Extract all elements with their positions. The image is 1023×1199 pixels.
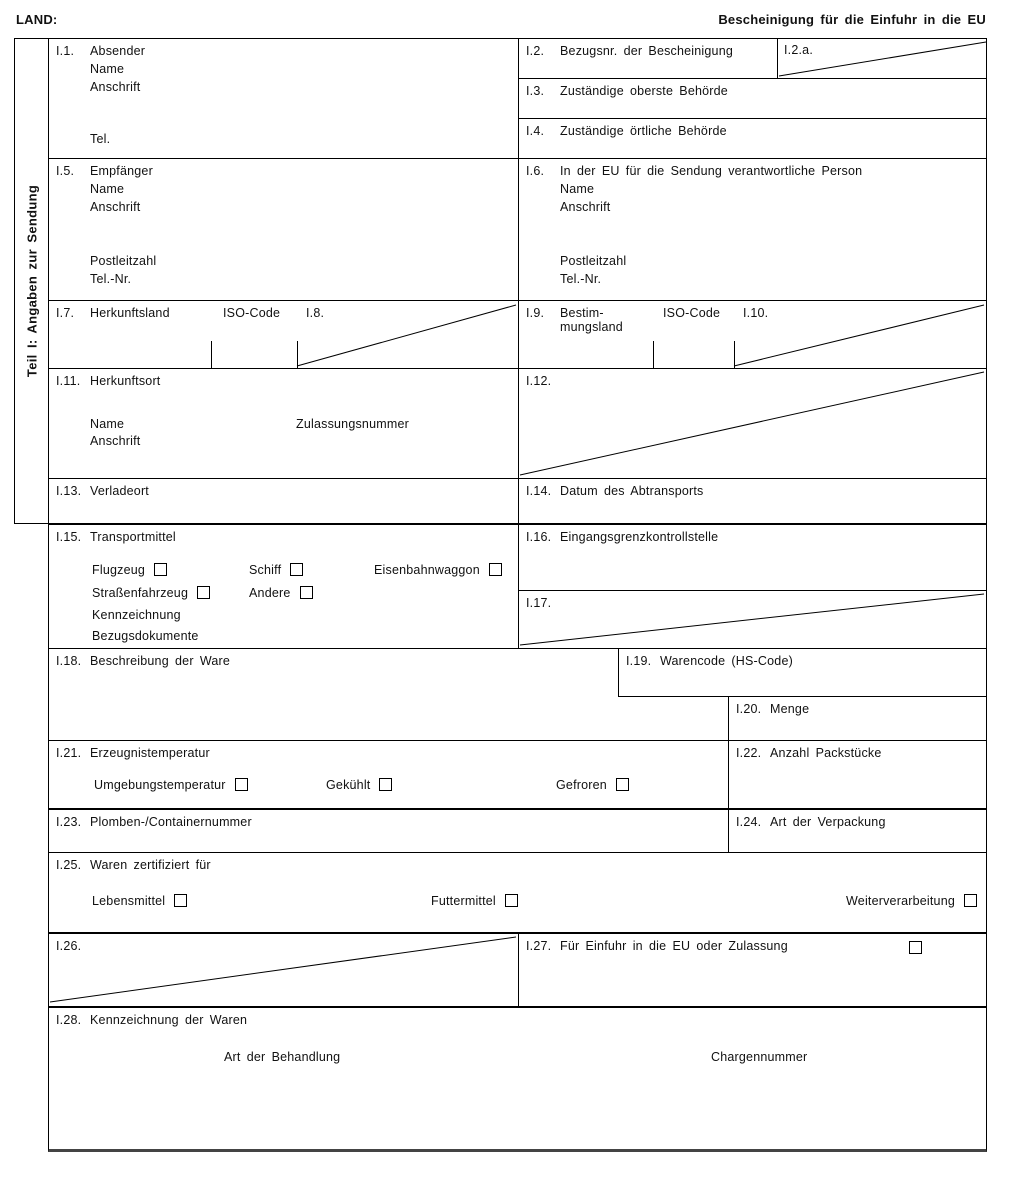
checkbox-schiff[interactable]	[290, 563, 303, 576]
field-title-line1: Bestim-	[560, 306, 604, 320]
field-label-behandlungsart: Art der Behandlung	[224, 1050, 341, 1064]
cell-i14-abtransport-datum	[518, 478, 987, 524]
option-label: Gefroren	[556, 778, 607, 792]
country-label: LAND:	[16, 12, 58, 27]
field-title-line2: mungsland	[560, 320, 623, 334]
field-number: I.11.	[56, 374, 81, 388]
checkbox-lebensmittel[interactable]	[174, 894, 187, 907]
option-label: Eisenbahnwaggon	[374, 563, 480, 577]
field-number: I.6.	[526, 164, 545, 178]
field-title: Herkunftsland	[90, 306, 170, 320]
field-number: I.7.	[56, 306, 75, 320]
field-number: I.20.	[736, 702, 762, 716]
field-title: Plomben-/Containernummer	[90, 815, 252, 829]
cell-i22-anzahl-packstuecke	[728, 740, 987, 809]
cell-i25-waren-zertifiziert-fuer	[48, 852, 987, 933]
field-number: I.12.	[526, 374, 552, 388]
page-title: Bescheinigung für die Einfuhr in die EU	[718, 12, 986, 27]
field-number: I.2.a.	[784, 43, 813, 57]
field-number: I.19.	[626, 654, 652, 668]
cell-i6-responsible-person	[518, 158, 987, 301]
field-number: I.14.	[526, 484, 552, 498]
field-number: I.22.	[736, 746, 762, 760]
cell-i3-central-authority	[518, 78, 987, 119]
option-label: Schiff	[249, 563, 282, 577]
column-tick	[211, 341, 212, 368]
option-label: Futtermittel	[431, 894, 496, 908]
field-number: I.3.	[526, 84, 545, 98]
field-number: I.17.	[526, 596, 552, 610]
option-strassenfahrzeug	[92, 586, 210, 600]
strikeout-diagonal	[297, 302, 517, 368]
field-title: Menge	[770, 702, 810, 716]
field-label-iso-code: ISO-Code	[663, 306, 721, 320]
field-number: I.2.	[526, 44, 545, 58]
cell-i5-empfaenger	[48, 158, 519, 301]
cell-i1-absender	[48, 38, 519, 159]
checkbox-gefroren[interactable]	[616, 778, 629, 791]
cell-i11-herkunftsort	[48, 368, 519, 479]
cell-i16-grenzkontrollstelle	[518, 523, 987, 591]
field-number: I.4.	[526, 124, 545, 138]
field-title: Bezugsnr. der Bescheinigung	[560, 44, 734, 58]
option-futtermittel	[431, 894, 518, 908]
field-label-tel: Tel.-Nr.	[560, 272, 602, 286]
field-label-name: Name	[90, 417, 125, 431]
field-label-chargennummer: Chargennummer	[711, 1050, 808, 1064]
option-flugzeug	[92, 563, 167, 577]
strikeout-diagonal	[49, 934, 518, 1005]
field-number: I.5.	[56, 164, 75, 178]
cell-i15-transportmittel	[48, 523, 519, 649]
option-andere	[249, 586, 313, 600]
field-title: Herkunftsort	[90, 374, 161, 388]
cell-i21-erzeugnistemperatur	[48, 740, 729, 809]
field-title: Erzeugnistemperatur	[90, 746, 210, 760]
checkbox-futtermittel[interactable]	[505, 894, 518, 907]
field-title: Empfänger	[90, 164, 153, 178]
field-number: I.23.	[56, 815, 82, 829]
cell-i28-kennzeichnung-der-waren	[48, 1006, 987, 1152]
option-gekuehlt	[326, 778, 392, 792]
field-title: Zuständige oberste Behörde	[560, 84, 728, 98]
field-label-bezugsdokumente: Bezugsdokumente	[92, 629, 199, 643]
cell-i23-plomben-containernummer	[48, 808, 729, 853]
cell-i2a	[777, 39, 986, 78]
field-label-name: Name	[90, 62, 125, 76]
checkbox-gekuehlt[interactable]	[379, 778, 392, 791]
field-title: Für Einfuhr in die EU oder Zulassung	[560, 939, 788, 953]
field-label-address: Anschrift	[560, 200, 611, 214]
field-number: I.9.	[526, 306, 545, 320]
field-number: I.25.	[56, 858, 82, 872]
strikeout-diagonal	[734, 302, 985, 368]
option-eisenbahnwaggon	[374, 563, 502, 577]
field-number: I.1.	[56, 44, 75, 58]
field-title: Verladeort	[90, 484, 149, 498]
field-label-postcode: Postleitzahl	[560, 254, 627, 268]
option-label: Umgebungstemperatur	[94, 778, 226, 792]
field-title: Kennzeichnung der Waren	[90, 1013, 248, 1027]
strikeout-diagonal	[519, 591, 986, 648]
field-number: I.26.	[56, 939, 82, 953]
field-label-name: Name	[560, 182, 595, 196]
checkbox-strassenfahrzeug[interactable]	[197, 586, 210, 599]
part1-label: Teil I: Angaben zur Sendung	[24, 184, 39, 378]
field-number: I.27.	[526, 939, 552, 953]
field-label-address: Anschrift	[90, 434, 141, 448]
option-label: Gekühlt	[326, 778, 371, 792]
field-number: I.24.	[736, 815, 762, 829]
field-number: I.28.	[56, 1013, 82, 1027]
field-number: I.18.	[56, 654, 82, 668]
field-title: Absender	[90, 44, 146, 58]
option-gefroren	[556, 778, 629, 792]
cell-i19-warencode	[618, 648, 987, 697]
checkbox-einfuhr-zulassung[interactable]	[909, 941, 922, 954]
field-title: Transportmittel	[90, 530, 176, 544]
option-label: Flugzeug	[92, 563, 146, 577]
checkbox-weiterverarbeitung[interactable]	[964, 894, 977, 907]
field-label-tel: Tel.	[90, 132, 111, 146]
field-number: I.15.	[56, 530, 82, 544]
cell-i20-menge	[728, 696, 987, 741]
option-weiterverarbeitung	[846, 894, 977, 908]
option-umgebungstemperatur	[94, 778, 248, 792]
checkbox-flugzeug[interactable]	[154, 563, 167, 576]
field-title: Beschreibung der Ware	[90, 654, 231, 668]
field-title: In der EU für die Sendung verantwortliche Person	[560, 164, 863, 178]
field-number: I.13.	[56, 484, 82, 498]
cell-i27-einfuhr-oder-zulassung	[518, 932, 987, 1007]
cell-i13-verladeort	[48, 478, 519, 524]
checkbox-andere[interactable]	[300, 586, 313, 599]
option-label: Andere	[249, 586, 291, 600]
cell-i24-art-der-verpackung	[728, 808, 987, 853]
field-label-kennzeichnung: Kennzeichnung	[92, 608, 181, 622]
cell-i4-local-authority	[518, 118, 987, 159]
option-label: Lebensmittel	[92, 894, 166, 908]
field-title: Waren zertifiziert für	[90, 858, 211, 872]
field-title: Anzahl Packstücke	[770, 746, 882, 760]
part1-bracket	[14, 38, 49, 524]
field-label-approval-number: Zulassungsnummer	[296, 417, 409, 431]
field-label-iso-code: ISO-Code	[223, 306, 281, 320]
field-label-name: Name	[90, 182, 125, 196]
field-number: I.21.	[56, 746, 82, 760]
option-label: Straßenfahrzeug	[92, 586, 189, 600]
field-label-postcode: Postleitzahl	[90, 254, 157, 268]
strikeout-diagonal	[519, 369, 986, 478]
field-number-i8: I.8.	[306, 306, 325, 320]
field-title: Eingangsgrenzkontrollstelle	[560, 530, 719, 544]
strikeout-diagonal	[778, 39, 987, 78]
field-label-address: Anschrift	[90, 80, 141, 94]
field-label-address: Anschrift	[90, 200, 141, 214]
field-number: I.16.	[526, 530, 552, 544]
option-label: Weiterverarbeitung	[846, 894, 955, 908]
checkbox-umgebungstemperatur[interactable]	[235, 778, 248, 791]
field-title: Zuständige örtliche Behörde	[560, 124, 727, 138]
field-title: Art der Verpackung	[770, 815, 886, 829]
checkbox-eisenbahnwaggon[interactable]	[489, 563, 502, 576]
option-lebensmittel	[92, 894, 187, 908]
option-schiff	[249, 563, 303, 577]
field-title: Warencode (HS-Code)	[660, 654, 793, 668]
column-tick	[653, 341, 654, 368]
field-title: Datum des Abtransports	[560, 484, 704, 498]
field-label-tel: Tel.-Nr.	[90, 272, 132, 286]
field-number-i10: I.10.	[743, 306, 769, 320]
